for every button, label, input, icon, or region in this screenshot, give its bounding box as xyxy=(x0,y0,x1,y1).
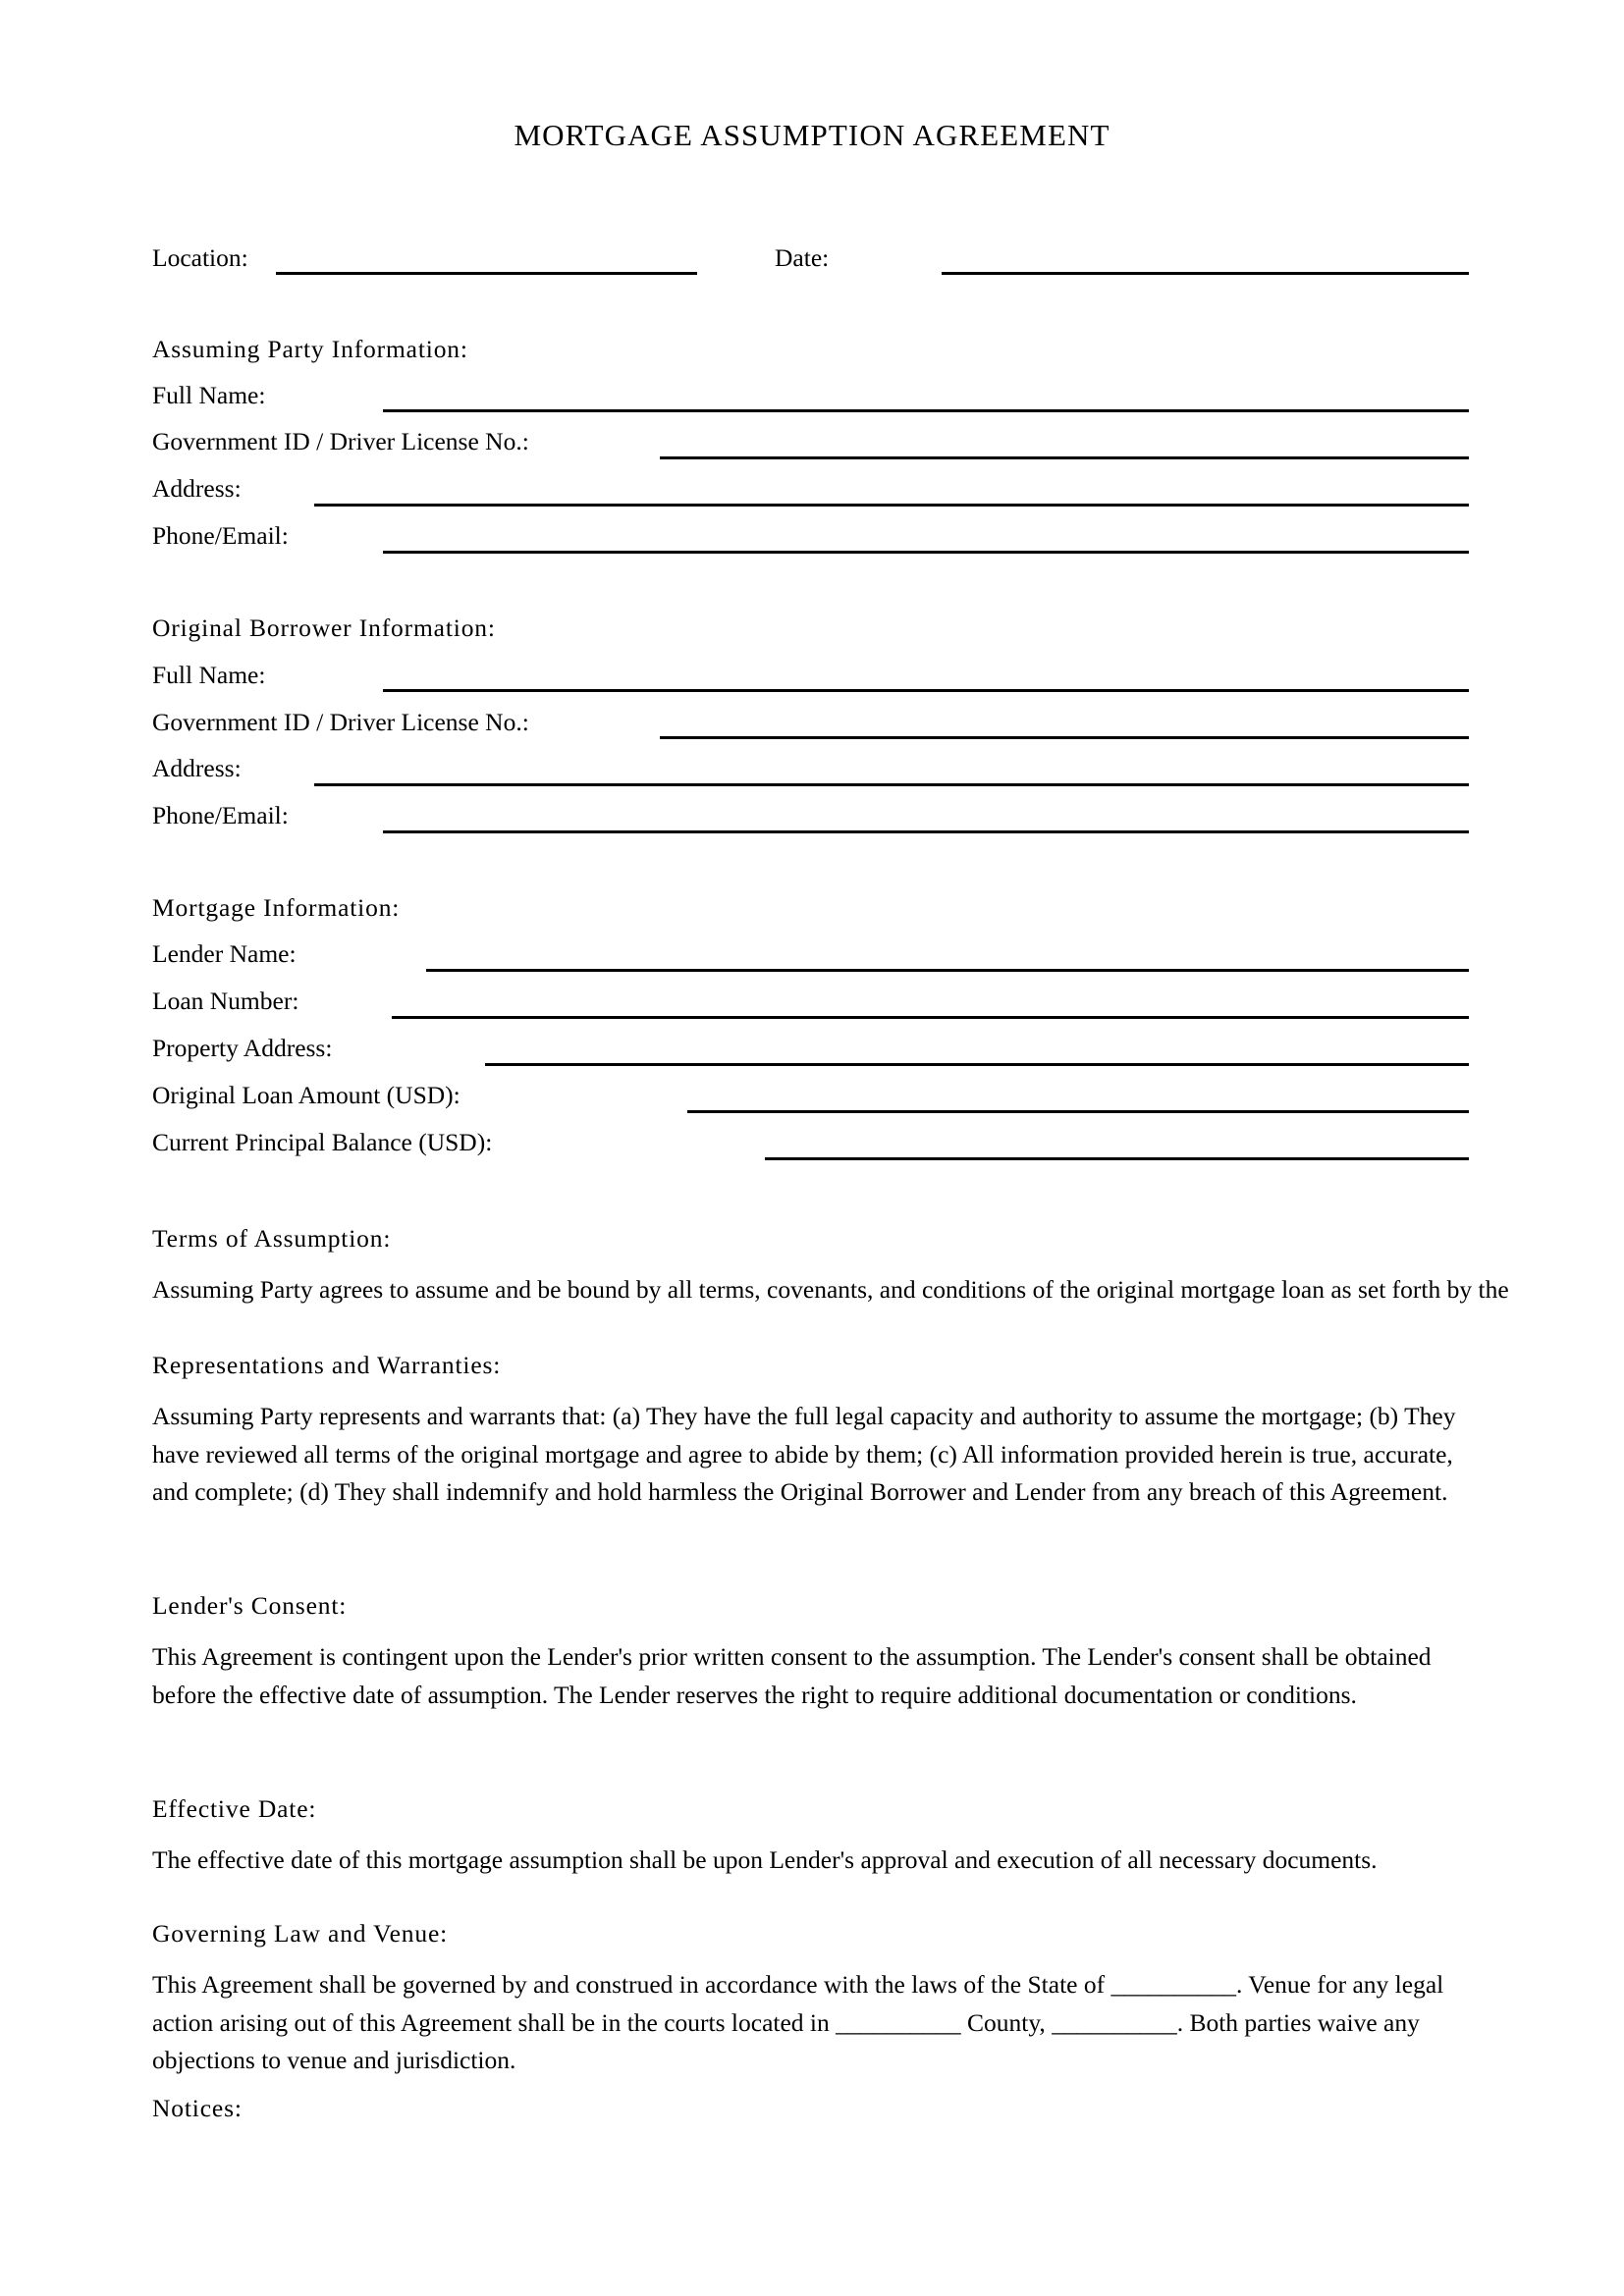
mortgage-original-loan-amount-fill-line[interactable] xyxy=(687,1110,1469,1113)
mortgage-lender-name-label: Lender Name: xyxy=(152,939,297,968)
assuming-party-address-fill-line[interactable] xyxy=(314,504,1469,507)
clause-heading-effective-date: Effective Date: xyxy=(152,1794,317,1823)
assuming-party-government-id-label: Government ID / Driver License No.: xyxy=(152,427,529,455)
clause-body-representations-and-warranties: Assuming Party represents and warrants that: (a) They have the full legal capacity and authority to assume the mortgage; (b) They have reviewed all terms of the original mortgage and agree to abide by them; (c) All information provided herein is true, accurate, and complete; (d) They shall indemnify and hold harmless the Original Borrower and Lender from any breach of this Agreement. xyxy=(152,1402,1456,1506)
clause-body-governing-law-and-venue xyxy=(152,1966,1470,2080)
original-borrower-full-name-label: Full Name: xyxy=(152,661,266,689)
assuming-party-phone-email-label: Phone/Email: xyxy=(152,521,289,550)
original-borrower-full-name-fill-line[interactable] xyxy=(383,689,1469,692)
assuming-party-government-id-fill-line[interactable] xyxy=(660,456,1469,459)
original-borrower-government-id-fill-line[interactable] xyxy=(660,736,1469,739)
mortgage-current-principal-balance-fill-line[interactable] xyxy=(765,1157,1469,1160)
clause-heading-notices: Notices: xyxy=(152,2094,243,2122)
clause-body-lenders-consent: This Agreement is contingent upon the Lender's prior written consent to the assumption. The Lender's consent shall be obtained before the effective date of assumption. The Lender reserves the right to require additional documentation or conditions. xyxy=(152,1642,1432,1709)
original-borrower-address-label: Address: xyxy=(152,754,242,782)
location-fill-line[interactable] xyxy=(276,272,697,275)
section-heading-assuming-party: Assuming Party Information: xyxy=(152,335,468,363)
governing-law-text-3: County, xyxy=(960,2007,1053,2037)
governing-law-text-4: . Both parties waive any objections to venue and jurisdiction. xyxy=(152,2007,1420,2074)
mortgage-property-address-label: Property Address: xyxy=(152,1034,333,1062)
original-borrower-phone-email-fill-line[interactable] xyxy=(383,830,1469,833)
original-borrower-government-id-label: Government ID / Driver License No.: xyxy=(152,708,529,736)
assuming-party-phone-email-fill-line[interactable] xyxy=(383,551,1469,554)
clause-body-effective-date: The effective date of this mortgage assumption shall be upon Lender's approval and execution of all necessary documents. xyxy=(152,1845,1378,1874)
governing-law-text-2: . Venue for any legal action arising out of this Agreement shall be in the courts located in xyxy=(152,1970,1444,2037)
location-label: Location: xyxy=(152,243,248,272)
section-heading-mortgage-information: Mortgage Information: xyxy=(152,893,401,922)
original-borrower-address-fill-line[interactable] xyxy=(314,783,1469,786)
date-label: Date: xyxy=(775,243,830,272)
governing-law-county-blank[interactable]: __________ xyxy=(836,2007,961,2037)
mortgage-property-address-fill-line[interactable] xyxy=(485,1063,1469,1066)
clause-heading-lenders-consent: Lender's Consent: xyxy=(152,1591,348,1620)
assuming-party-full-name-label: Full Name: xyxy=(152,381,266,409)
assuming-party-address-label: Address: xyxy=(152,474,242,503)
assuming-party-full-name-fill-line[interactable] xyxy=(383,409,1469,412)
governing-law-state-blank-2[interactable]: __________ xyxy=(1052,2007,1177,2037)
original-borrower-phone-email-label: Phone/Email: xyxy=(152,801,289,829)
governing-law-state-blank[interactable]: __________ xyxy=(1110,1970,1236,1999)
mortgage-loan-number-label: Loan Number: xyxy=(152,987,299,1015)
mortgage-loan-number-fill-line[interactable] xyxy=(392,1016,1469,1019)
page-title: MORTGAGE ASSUMPTION AGREEMENT xyxy=(514,118,1110,152)
mortgage-original-loan-amount-label: Original Loan Amount (USD): xyxy=(152,1081,460,1109)
clause-heading-terms-of-assumption: Terms of Assumption: xyxy=(152,1224,392,1253)
mortgage-current-principal-balance-label: Current Principal Balance (USD): xyxy=(152,1128,493,1156)
governing-law-text-1: This Agreement shall be governed by and construed in accordance with the laws of the State of xyxy=(152,1970,1111,1999)
section-heading-original-borrower: Original Borrower Information: xyxy=(152,614,496,642)
date-fill-line[interactable] xyxy=(942,272,1469,275)
clause-heading-representations-and-warranties: Representations and Warranties: xyxy=(152,1351,502,1379)
clause-heading-governing-law-and-venue: Governing Law and Venue: xyxy=(152,1919,449,1948)
mortgage-lender-name-fill-line[interactable] xyxy=(426,969,1469,972)
clause-body-terms-of-assumption: Assuming Party agrees to assume and be bound by all terms, covenants, and conditions of the original mortgage loan as set forth by the xyxy=(152,1275,1509,1304)
